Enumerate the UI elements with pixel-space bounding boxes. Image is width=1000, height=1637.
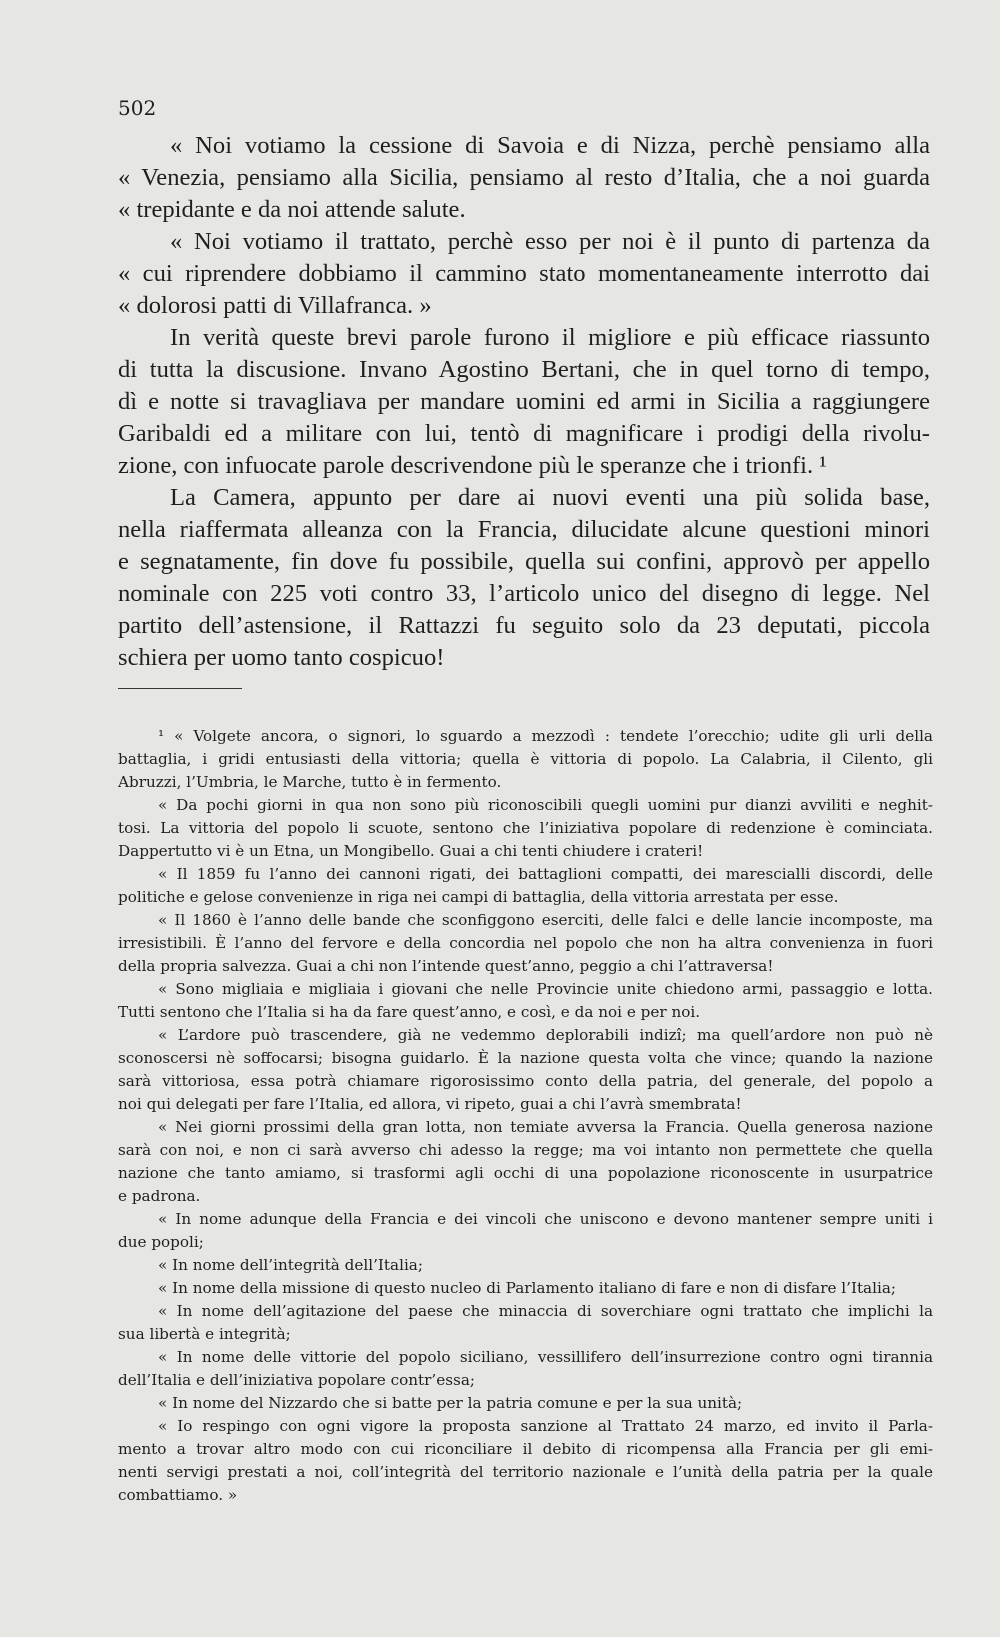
footnote-line: « In nome delle vittorie del popolo siciliano, vessillifero dell’insurrezione contro ogni tirannia [158,1348,933,1366]
page-number: 502 [118,96,157,120]
footnote-line: politiche e gelose convenienze in riga nei campi di battaglia, della vittoria arrestata per esse. [118,888,839,906]
text-line: « Noi votiamo il trattato, perchè esso per noi è il punto di partenza da [170,228,930,255]
footnotes [118,725,933,1507]
text-line: nominale con 225 voti contro 33, l’articolo unico del disegno di legge. Nel [118,580,930,607]
text-line: « trepidante e da noi attende salute. [118,196,466,223]
footnote-line: « L’ardore può trascendere, già ne vedemmo deplorabili indizî; ma quell’ardore non può nè [158,1026,933,1044]
footnote-line: « Sono migliaia e migliaia i giovani che nelle Provincie unite chiedono armi, passaggio e lotta. [158,980,933,998]
footnote-line: « Nei giorni prossimi della gran lotta, non temiate avversa la Francia. Quella generosa nazione [158,1118,933,1136]
text-line: zione, con infuocate parole descrivendone più le speranze che i trionfi. ¹ [118,452,827,479]
text-line: « Noi votiamo la cessione di Savoia e di Nizza, perchè pensiamo alla [170,132,930,159]
footnote-separator [118,688,242,689]
footnote-line: « In nome dell’agitazione del paese che minaccia di soverchiare ogni trattato che implichi la [158,1302,933,1320]
footnote-line: dell’Italia e dell’iniziativa popolare contr’essa; [118,1371,475,1389]
footnote-line: ¹ « Volgete ancora, o signori, lo sguardo a mezzodì : tendete l’orecchio; udite gli urli della [158,727,933,745]
footnote-line: nenti servigi prestati a noi, coll’integrità del territorio nazionale e l’unità della patria per la quale [118,1463,933,1481]
footnote-line: sua libertà e integrità; [118,1325,291,1343]
text-line: Garibaldi ed a militare con lui, tentò di magnificare i prodigi della rivolu- [118,420,930,447]
text-line: e segnatamente, fin dove fu possibile, quella sui confini, approvò per appello [118,548,930,575]
footnote-line: « Da pochi giorni in qua non sono più riconoscibili quegli uomini pur dianzi avviliti e neghit- [158,796,933,814]
text-line: « cui riprendere dobbiamo il cammino stato momentaneamente interrotto dai [118,260,930,287]
footnote-line: « Io respingo con ogni vigore la proposta sanzione al Trattato 24 marzo, ed invito il Parla- [158,1417,933,1435]
footnote-line: « In nome del Nizzardo che si batte per la patria comune e per la sua unità; [158,1394,743,1412]
footnote-line: « In nome della missione di questo nucleo di Parlamento italiano di fare e non di disfare l’Italia; [158,1279,896,1297]
text-line: « Venezia, pensiamo alla Sicilia, pensiamo al resto d’Italia, che a noi guarda [118,164,930,191]
text-line: In verità queste brevi parole furono il migliore e più efficace riassunto [170,324,930,351]
text-line: dì e notte si travagliava per mandare uomini ed armi in Sicilia a raggiungere [118,388,930,415]
footnote-line: due popoli; [118,1233,204,1251]
footnote-line: noi qui delegati per fare l’Italia, ed allora, vi ripeto, guai a chi l’avrà smembrata! [118,1095,742,1113]
text-line: La Camera, appunto per dare ai nuovi eventi una più solida base, [170,484,930,511]
footnote-line: « In nome dell’integrità dell’Italia; [158,1256,423,1274]
footnote-line: tosi. La vittoria del popolo li scuote, sentono che l’iniziativa popolare di redenzione è cominciata. [118,819,933,837]
footnote-line: della propria salvezza. Guai a chi non l’intende quest’anno, peggio a chi l’attraversa! [118,957,774,975]
text-line: schiera per uomo tanto cospicuo! [118,644,445,671]
text-line: « dolorosi patti di Villafranca. » [118,292,432,319]
footnote-line: « Il 1859 fu l’anno dei cannoni rigati, dei battaglioni compatti, dei marescialli discordi, delle [158,865,933,883]
footnote-line: Dappertutto vi è un Etna, un Mongibello. Guai a chi tenti chiudere i crateri! [118,842,704,860]
footnote-line: irresistibili. È l’anno del fervore e della concordia nel popolo che non ha altra convenienza in fuori [118,934,933,952]
footnote-line: sconoscersi nè soffocarsi; bisogna guidarlo. È la nazione questa volta che vince; quando la nazione [118,1049,933,1067]
text-line: partito dell’astensione, il Rattazzi fu seguito solo da 23 deputati, piccola [118,612,930,639]
footnote-line: e padrona. [118,1187,201,1205]
footnote-line: « Il 1860 è l’anno delle bande che sconfiggono eserciti, delle falci e delle lancie incomposte, ma [158,911,933,929]
text-line: di tutta la discusione. Invano Agostino Bertani, che in quel torno di tempo, [118,356,930,383]
main-text [118,130,930,674]
footnote-line: Tutti sentono che l’Italia si ha da fare quest’anno, e così, e da noi e per noi. [118,1003,701,1021]
footnote-line: battaglia, i gridi entusiasti della vittoria; quella è vittoria di popolo. La Calabria, il Cilento, gli [118,750,933,768]
footnote-line: sarà con noi, e non ci sarà avverso chi adesso la regge; ma voi intanto non permettete che quella [118,1141,933,1159]
footnote-line: combattiamo. » [118,1486,238,1504]
footnote-line: mento a trovar altro modo con cui riconciliare il debito di ricompensa alla Francia per gli emi- [118,1440,933,1458]
footnote-line: sarà vittoriosa, essa potrà chiamare rigorosissimo conto della patria, del generale, del popolo a [118,1072,933,1090]
text-line: nella riaffermata alleanza con la Francia, dilucidate alcune questioni minori [118,516,930,543]
footnote-line: Abruzzi, l’Umbria, le Marche, tutto è in fermento. [118,773,502,791]
footnote-line: « In nome adunque della Francia e dei vincoli che uniscono e devono mantener sempre uniti i [158,1210,933,1228]
footnote-line: nazione che tanto amiamo, si trasformi agli occhi di una popolazione riconoscente in usurpatrice [118,1164,933,1182]
